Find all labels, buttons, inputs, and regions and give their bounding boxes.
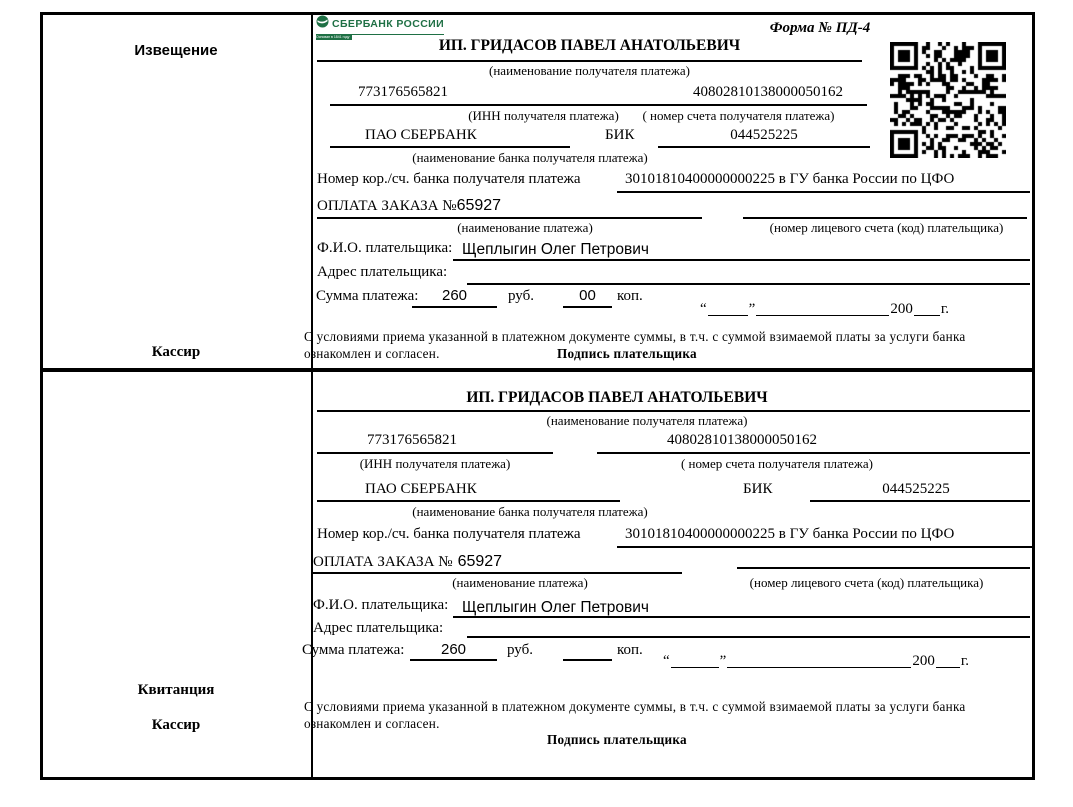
corr-account-label: Номер кор./сч. банка получателя платежа <box>317 171 581 187</box>
bik-value: 044525225 <box>882 481 950 497</box>
payment-name-label: (наименование платежа) <box>457 220 593 235</box>
recipient-name-label: (наименование получателя платежа) <box>489 63 690 78</box>
inn-underline <box>317 452 553 454</box>
payer-name-label: Ф.И.О. плательщика: <box>317 240 453 256</box>
payment-name-line <box>317 197 501 215</box>
payer-address-label: Адрес плательщика: <box>317 264 448 280</box>
cashier-label-bottom: Кассир <box>151 717 201 733</box>
bank-name-value: ПАО СБЕРБАНК <box>365 481 477 497</box>
agreement-text-line1: С условиями приема указанной в платежном документе суммы, в т.ч. с суммой взимаемой платы за услуги банка <box>304 329 966 344</box>
payer-address-underline <box>467 636 1030 638</box>
agreement-text-line1: С условиями приема указанной в платежном документе суммы, в т.ч. с суммой взимаемой платы за услуги банка <box>304 699 966 714</box>
date-month-blank <box>727 665 911 668</box>
sberbank-emblem-icon <box>316 15 329 33</box>
quote-close: ” <box>748 301 756 317</box>
payment-name-prefix: ОПЛАТА ЗАКАЗА № <box>317 198 457 214</box>
sum-kop-underline <box>563 659 612 661</box>
bank-name-label: (наименование банка получателя платежа) <box>412 504 648 519</box>
order-number-value: 65927 <box>457 553 503 570</box>
personal-account-underline <box>737 567 1030 569</box>
payment-name-line <box>313 553 502 571</box>
payer-address-label: Адрес плательщика: <box>313 620 444 636</box>
bik-label: БИК <box>605 127 635 143</box>
account-label: ( номер счета получателя платежа) <box>680 456 874 471</box>
date-year-blank <box>914 313 940 316</box>
payer-signature-label: Подпись плательщика <box>547 732 687 747</box>
sum-rub-underline <box>412 306 497 308</box>
receipt-stub-label: Квитанция <box>137 682 215 698</box>
recipient-underline <box>317 60 862 62</box>
personal-account-underline <box>743 217 1027 219</box>
corr-account-value: 30101810400000000225 в ГУ банка России по ЦФО <box>625 171 955 187</box>
sum-rub-value: 260 <box>440 641 467 658</box>
date-day-blank <box>708 313 748 316</box>
sum-kop-underline <box>563 306 612 308</box>
corr-account-label: Номер кор./сч. банка получателя платежа <box>317 526 581 542</box>
form-number-title: Форма № ПД-4 <box>769 20 871 36</box>
section-divider <box>40 368 1035 372</box>
bank-name-underline <box>330 146 570 148</box>
date-line <box>700 301 949 318</box>
payment-name-label: (наименование платежа) <box>452 575 588 590</box>
payer-signature-label: Подпись плательщика <box>557 346 697 361</box>
date-month-blank <box>756 313 889 316</box>
account-value: 40802810138000050162 <box>693 84 843 100</box>
rub-label: руб. <box>507 642 533 658</box>
rub-label: руб. <box>508 288 534 304</box>
account-label: ( номер счета получателя платежа) <box>642 108 835 123</box>
sum-kop-value: 00 <box>579 287 596 304</box>
inn-label: (ИНН получателя платежа) <box>468 108 619 123</box>
account-underline <box>597 452 1030 454</box>
date-year-blank <box>936 665 960 668</box>
qr-code <box>890 42 1006 158</box>
payer-name-value: Щеплыгин Олег Петрович <box>462 241 649 258</box>
bik-underline <box>810 500 1030 502</box>
payment-name-underline <box>313 572 682 574</box>
payment-name-underline <box>317 217 702 219</box>
corr-account-underline <box>617 191 1030 193</box>
payer-name-underline <box>453 616 1030 618</box>
recipient-name-label: (наименование получателя платежа) <box>546 413 748 428</box>
payment-sum-label: Сумма платежа: <box>316 288 419 304</box>
bank-name-value: ПАО СБЕРБАНК <box>365 127 477 143</box>
personal-account-label: (номер лицевого счета (код) плательщика) <box>749 575 984 590</box>
corr-account-underline <box>617 546 1033 548</box>
year-suffix: г. <box>940 301 950 317</box>
bank-name-label: (наименование банка получателя платежа) <box>412 150 648 165</box>
payer-address-underline <box>467 283 1030 285</box>
agreement-text-line2: ознакомлен и согласен. <box>304 346 440 361</box>
payer-name-value: Щеплыгин Олег Петрович <box>462 599 649 616</box>
bik-value: 044525225 <box>730 127 798 143</box>
recipient-name-value: ИП. ГРИДАСОВ ПАВЕЛ АНАТОЛЬЕВИЧ <box>438 37 741 54</box>
account-underline <box>610 104 867 106</box>
agreement-text-line2: ознакомлен и согласен. <box>304 716 440 731</box>
inn-label: (ИНН получателя платежа) <box>359 456 511 471</box>
notice-stub-label: Извещение <box>134 42 218 59</box>
payment-name-prefix: ОПЛАТА ЗАКАЗА № <box>313 554 453 570</box>
bik-underline <box>658 146 870 148</box>
personal-account-label: (номер лицевого счета (код) плательщика) <box>769 220 1004 235</box>
payer-name-label: Ф.И.О. плательщика: <box>313 597 449 613</box>
corr-account-value: 30101810400000000225 в ГУ банка России по ЦФО <box>625 526 955 542</box>
quote-open: “ <box>700 301 707 317</box>
inn-value: 773176565821 <box>367 432 457 448</box>
bik-label: БИК <box>743 481 773 497</box>
sum-rub-value: 260 <box>441 287 468 304</box>
quote-open: “ <box>663 653 670 669</box>
bank-logo-text: СБЕРБАНК РОССИИ <box>332 18 445 31</box>
sum-rub-underline <box>410 659 497 661</box>
kop-label: коп. <box>617 642 643 658</box>
quote-close: ” <box>719 653 727 669</box>
inn-value: 773176565821 <box>358 84 448 100</box>
year-prefix: 200 <box>890 301 913 317</box>
date-line <box>663 653 969 670</box>
recipient-name-value: ИП. ГРИДАСОВ ПАВЕЛ АНАТОЛЬЕВИЧ <box>466 389 768 406</box>
bank-name-underline <box>317 500 620 502</box>
bank-logo-tagline: Основан в 1841 году <box>316 35 352 40</box>
date-day-blank <box>671 665 719 668</box>
order-number-value: 65927 <box>456 197 502 214</box>
account-value: 40802810138000050162 <box>667 432 817 448</box>
year-suffix: г. <box>960 653 970 669</box>
year-prefix: 200 <box>912 653 935 669</box>
payment-sum-label: Сумма платежа: <box>302 642 405 658</box>
kop-label: коп. <box>617 288 643 304</box>
cashier-label-top: Кассир <box>151 344 201 360</box>
payer-name-underline <box>453 259 1030 261</box>
column-divider <box>311 12 313 780</box>
recipient-underline <box>317 410 1030 412</box>
